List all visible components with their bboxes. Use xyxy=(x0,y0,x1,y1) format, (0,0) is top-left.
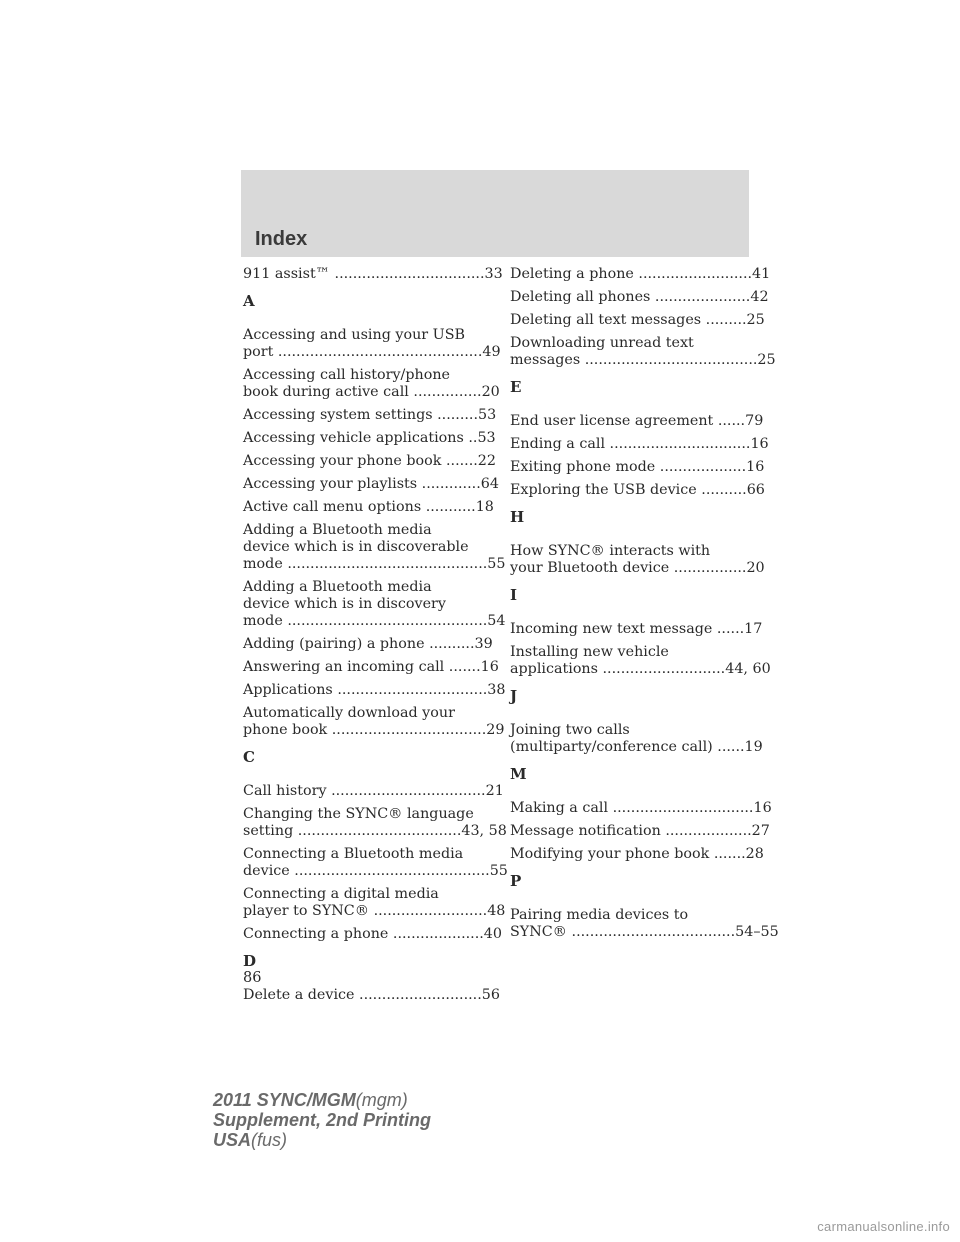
index-letter-heading: E xyxy=(510,378,522,396)
index-entry[interactable] xyxy=(243,579,506,630)
index-entry-line: Incoming new text message ......17 xyxy=(510,621,763,637)
index-entry-line: Installing new vehicle xyxy=(510,644,669,660)
index-entry-line: Connecting a digital media xyxy=(243,886,439,902)
page-number: 86 xyxy=(243,970,262,986)
index-entry-line: Connecting a Bluetooth media xyxy=(243,846,464,862)
index-entry-line: End user license agreement ......79 xyxy=(510,413,764,429)
index-entry-line: Downloading unread text xyxy=(510,335,694,351)
index-header-bar xyxy=(241,170,749,257)
index-entry-line: Accessing your phone book .......22 xyxy=(243,453,496,469)
index-entry-line: applications ...........................44, 60 xyxy=(510,661,771,677)
index-entry-line: Delete a device ...........................56 xyxy=(243,987,500,1003)
index-entry-line: Exploring the USB device ..........66 xyxy=(510,482,765,498)
index-entry[interactable] xyxy=(510,436,769,453)
index-entry[interactable] xyxy=(510,266,771,283)
index-entry[interactable] xyxy=(510,846,764,863)
index-entry[interactable] xyxy=(243,327,501,361)
print-footer xyxy=(213,1090,431,1150)
index-entry-line: mode ............................................55 xyxy=(243,556,506,572)
index-entry[interactable] xyxy=(510,413,764,430)
index-entry[interactable] xyxy=(510,289,769,306)
index-entry[interactable] xyxy=(510,335,776,369)
footer-edition: Supplement, 2nd Printing xyxy=(213,1110,432,1130)
index-entry-line: Ending a call ...............................16 xyxy=(510,436,769,452)
index-entry-line: Deleting a phone .........................41 xyxy=(510,266,771,282)
index-entry[interactable] xyxy=(243,806,507,840)
index-entry-line: Connecting a phone ....................40 xyxy=(243,926,502,942)
index-entry[interactable] xyxy=(510,644,771,678)
index-entry-line: Making a call ...............................16 xyxy=(510,800,772,816)
index-entry-line: Adding a Bluetooth media xyxy=(243,579,432,595)
index-entry[interactable] xyxy=(510,312,765,329)
index-letter-heading: C xyxy=(243,748,255,766)
index-entry[interactable] xyxy=(243,987,500,1004)
index-entry-line: device which is in discoverable xyxy=(243,539,469,555)
index-entry[interactable] xyxy=(243,783,504,800)
index-entry[interactable] xyxy=(243,926,502,943)
index-entry-line: (multiparty/conference call) ......19 xyxy=(510,739,763,755)
index-entry[interactable] xyxy=(243,407,497,424)
index-entry[interactable] xyxy=(243,886,506,920)
index-entry-line: port .............................................49 xyxy=(243,344,501,360)
index-entry-line: Modifying your phone book .......28 xyxy=(510,846,764,862)
index-entry[interactable] xyxy=(510,459,765,476)
index-entry-line: Deleting all phones .....................42 xyxy=(510,289,769,305)
index-entry-line: Deleting all text messages .........25 xyxy=(510,312,765,328)
index-entry-line: device ...........................................55 xyxy=(243,863,508,879)
index-entry-line: How SYNC® interacts with xyxy=(510,543,711,559)
index-entry[interactable] xyxy=(243,705,505,739)
index-entry[interactable] xyxy=(510,482,765,499)
index-entry-line: mode ............................................54 xyxy=(243,613,506,629)
index-entry-line: setting ....................................43, 58 xyxy=(243,823,507,839)
index-entry-line: device which is in discovery xyxy=(243,596,446,612)
index-entry[interactable] xyxy=(243,682,506,699)
index-entry[interactable] xyxy=(243,367,500,401)
index-entry-line: Exiting phone mode ...................16 xyxy=(510,459,765,475)
index-entry-line: SYNC® ....................................54–55 xyxy=(510,924,779,940)
index-column-left xyxy=(243,266,508,1010)
footer-region-code: (fus) xyxy=(251,1130,288,1150)
index-entry-line: book during active call ...............20 xyxy=(243,384,500,400)
index-entry-line: Accessing and using your USB xyxy=(243,327,466,343)
index-entry[interactable] xyxy=(510,543,765,577)
index-entry[interactable] xyxy=(243,636,493,653)
index-entry[interactable] xyxy=(510,800,772,817)
footer-code: (mgm) xyxy=(355,1090,408,1110)
index-entry-line: Answering an incoming call .......16 xyxy=(243,659,499,675)
index-entry[interactable] xyxy=(510,621,763,638)
footer-region: USA xyxy=(213,1130,252,1150)
index-entry-line: Accessing your playlists .............64 xyxy=(243,476,499,492)
index-entry-line: your Bluetooth device ................20 xyxy=(510,560,765,576)
index-entry-line: Automatically download your xyxy=(243,705,455,721)
index-entry-line: Message notification ...................27 xyxy=(510,823,770,839)
index-entry-line: player to SYNC® .........................48 xyxy=(243,903,506,919)
index-entry-line: Call history ..................................21 xyxy=(243,783,504,799)
index-entry-line: Joining two calls xyxy=(510,722,630,738)
index-entry[interactable] xyxy=(510,722,763,756)
index-entry-line: 911 assist™ .................................33 xyxy=(243,266,503,282)
index-letter-heading: J xyxy=(510,687,518,705)
index-letter-heading: D xyxy=(243,952,257,970)
index-entry[interactable] xyxy=(243,659,499,676)
index-letter-heading: M xyxy=(510,765,527,783)
index-entry[interactable] xyxy=(243,846,508,880)
index-entry[interactable] xyxy=(243,453,496,470)
page-title: Index xyxy=(255,228,308,250)
index-entry[interactable] xyxy=(243,266,503,283)
index-entry-line: Accessing call history/phone xyxy=(243,367,451,383)
index-entry-line: Adding (pairing) a phone ..........39 xyxy=(243,636,493,652)
index-entry-line: phone book ..................................29 xyxy=(243,722,505,738)
watermark-link[interactable]: carmanualsonline.info xyxy=(817,1219,950,1234)
index-entry-line: Accessing system settings .........53 xyxy=(243,407,497,423)
index-entry[interactable] xyxy=(243,430,496,447)
index-entry[interactable] xyxy=(243,522,506,573)
index-letter-heading: H xyxy=(510,508,525,526)
index-entry-line: messages ......................................25 xyxy=(510,352,776,368)
index-letter-heading: I xyxy=(510,586,518,604)
index-entry[interactable] xyxy=(510,907,779,941)
index-column-right xyxy=(510,266,779,947)
index-entry-line: Adding a Bluetooth media xyxy=(243,522,432,538)
index-entry-line: Changing the SYNC® language xyxy=(243,806,474,822)
footer-title: 2011 SYNC/MGM xyxy=(213,1090,356,1110)
index-entry[interactable] xyxy=(510,823,770,840)
index-entry[interactable] xyxy=(243,499,494,516)
index-entry-line: Accessing vehicle applications ..53 xyxy=(243,430,496,446)
index-entry-line: Pairing media devices to xyxy=(510,907,689,923)
index-entry-line: Active call menu options ...........18 xyxy=(243,499,494,515)
index-entry-line: Applications .................................38 xyxy=(243,682,506,698)
index-letter-heading: A xyxy=(243,292,255,310)
index-letter-heading: P xyxy=(510,872,522,890)
index-entry[interactable] xyxy=(243,476,499,493)
